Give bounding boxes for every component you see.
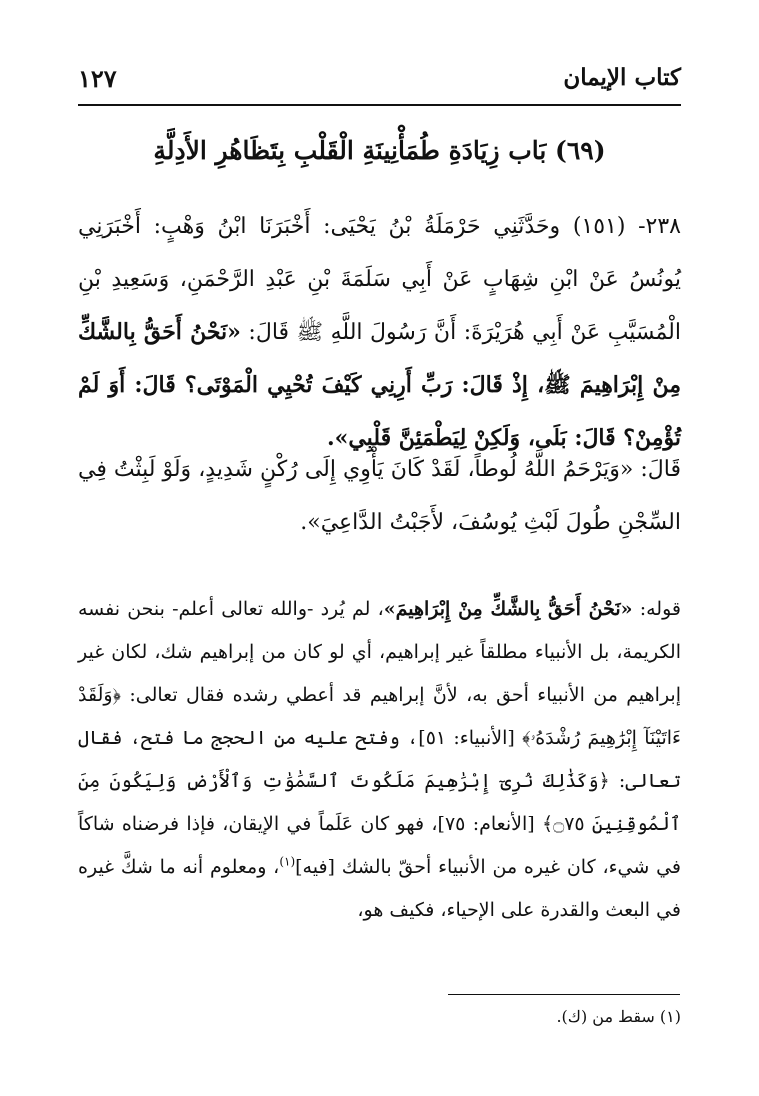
footnote-divider: [448, 994, 680, 995]
hadith-paragraph: [78, 200, 681, 465]
header-divider: [78, 104, 681, 106]
footnote-marker: (١): [279, 854, 296, 869]
book-title: كتاب الإيمان: [563, 64, 681, 91]
running-header: [78, 60, 681, 100]
hadith-second-text: «وَيَرْحَمُ اللَّهُ لُوطاً، لَقَدْ كَانَ يَأْوِي إِلَى رُكْنٍ شَدِيدٍ، وَلَوْ لَبِثْتُ فِي السِّجْنِ طُولَ لَبْثِ يُوسُفَ، لأَجَبْتُ الدَّاعِيَ».: [78, 457, 681, 535]
page-number: ١٢٧: [78, 64, 117, 93]
quran-verse-2: ﴿وَكَذَٰلِكَ نُرِىٓ إِبْرَٰهِيمَ مَلَكُوتَ ٱلسَّمَٰوَٰتِ وَٱلْأَرْضِ وَلِيَكُونَ مِنَ ٱلْمُوقِنِينَ ۝٧٥﴾: [78, 770, 681, 835]
verse-reference-1: [الأنبياء: ٥١]، وفتح عليه من الحجج ما فتح، فقال تعالى:: [78, 727, 681, 792]
hadith-chain: ٢٣٨- (١٥١) وحَدَّثَنِي حَرْمَلَةُ بْنُ يَحْيَى: أَخْبَرَنَا ابْنُ وَهْبٍ: أَخْبَرَنِي يُونُسُ عَنْ ابْنِ شِهَابٍ عَنْ أَبِي سَلَمَةَ بْنِ عَبْدِ الرَّحْمَنِ، وَسَعِيدِ بْنِ الْمُسَيَّبِ عَنْ أَبِي هُرَيْرَةَ: أَنَّ رَسُولَ اللَّهِ ﷺ قَالَ:: [78, 214, 681, 345]
hadith-text: «نَحْنُ أَحَقُّ بِالشَّكِّ مِنْ إِبْرَاهِيمَ ﷺ، إِذْ قَالَ: رَبِّ أَرِنِي كَيْفَ تُحْيِي الْمَوْتَى؟ قَالَ: أَوَ لَمْ تُؤْمِنْ؟ قَالَ: بَلَى، وَلَكِنْ لِيَطْمَئِنَّ قَلْبِي».: [78, 319, 681, 451]
footnote: (١) سقط من (ك).: [556, 1007, 681, 1026]
hadith-second-paragraph: [78, 443, 681, 549]
chapter-title: (٦٩) بَاب زِيَادَةِ طُمَأْنِينَةِ الْقَلْبِ بِتَظَاهُرِ الأَدِلَّةِ: [153, 136, 606, 165]
quran-verse-1: ﴿وَلَقَدْ ءَاتَيْنَآ إِبْرَٰهِيمَ رُشْدَهُۥ﴾: [78, 684, 681, 749]
verse-reference-2: [الأنعام: ٧٥]، فهو كان عَلَماً في الإيقان، فإذا فرضناه شاكاً في شيء، كان غيره من الأنبياء أحقّ بالشك [فيه]: [78, 813, 681, 878]
commentary-quote: «نَحْنُ أَحَقُّ بِالشَّكِّ مِنْ إِبْرَاهِيمَ»: [383, 598, 633, 620]
commentary-paragraph: [78, 588, 681, 932]
hadith-second-intro: قَالَ:: [633, 457, 681, 482]
commentary-part1: ، لم يُرد -والله تعالى أعلم- بنحن نفسه الكريمة، بل الأنبياء مطلقاً غير إبراهيم، أي لو كان من إبراهيم شك، لكان غير إبراهيم من الأنبياء أحق به، لأنَّ إبراهيم قد أعطي رشده فقال تعالى:: [78, 598, 681, 706]
commentary-part2: ، ومعلوم أنه ما شكَّ غيره في البعث والقدرة على الإحياء، فكيف هو،: [78, 856, 681, 921]
commentary-lead: قوله:: [632, 598, 681, 620]
